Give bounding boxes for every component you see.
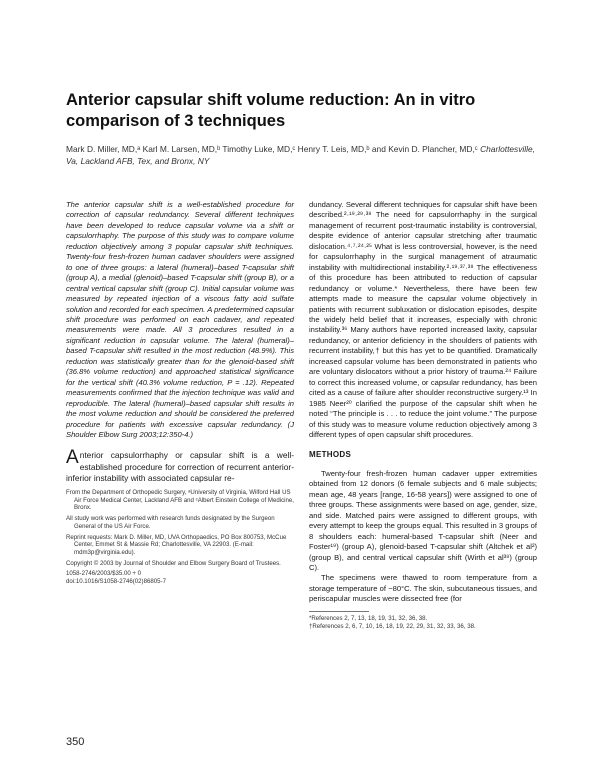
methods-heading: METHODS	[309, 450, 352, 460]
issn-note: 1058-2746/2003/$35.00 + 0	[66, 570, 142, 578]
reprint-note: Reprint requests: Mark D. Miller, MD, UVA Orthopaedics, PO Box 800753, McCue Center, Emmet St & Massie Rd; Charlottesville, VA 22903. (E-mail: mdm3p@virginia.edu).	[66, 533, 287, 556]
article-metadata	[66, 489, 294, 586]
abstract: The anterior capsular shift is a well-established procedure for correction of capsular redundancy. Several different techniques have been developed to reduce capsular volume via a shift or capsulorrhaphy. The purpose of this study was to compare volume reduction objectively among 3 popular capsular shift techniques. Twenty-four fresh-frozen human cadaver shoulders were assigned to one of three groups: a lateral (humeral)–based T-capsular shift (group A), a medial (glenoid)–based T-capsular shift (group B), or a central vertical capsular shift (group C). Initial capsular volume was measured by repeated injection of a viscous fatty acid sulfate solution and recorded for each specimen. A predetermined capsular shift procedure was performed on each cadaver, and repeated measurements were made. All 3 procedures resulted in a significant reduction in capsular volume. The lateral (humeral)–based T-capsular shift resulted in the most reduction (48.9%). This reduction was statistically greater than for the glenoid-based shift (36.8% volume reduction) and approached statistical significance for the vertical shift (40.3% volume reduction, P = .12). Repeated measurements confirmed that the injection technique was valid and reproducible. The lateral (humeral)–based capsular shift results in the most volume reduction and should be considered the preferred procedure for patients with excessive capsular redundancy. (J Shoulder Elbow Surg 2003;12:350-4.)	[66, 200, 294, 439]
copyright-note: Copyright © 2003 by Journal of Shoulder and Elbow Surgery Board of Trustees.	[66, 559, 281, 567]
right-column	[309, 200, 537, 631]
page-number: 350	[66, 736, 85, 748]
article-title: Anterior capsular shift volume reduction: An in vitro comparison of 3 techniques	[66, 91, 476, 130]
footnote: †References 2, 6, 7, 10, 16, 18, 19, 22, 29, 31, 32, 33, 36, 38.	[309, 623, 476, 631]
intro-text: nterior capsulorrhaphy or capsular shift is a well-established procedure for correction of recurrent anterior-inferior instability with associated capsular re-	[66, 450, 294, 483]
footnote: *References 2, 7, 13, 18, 19, 31, 32, 36, 38.	[309, 614, 428, 622]
intro-continuation: dundancy. Several different techniques for capsular shift have been described.²·¹⁹·²⁹·³⁸ The need for capsulorrhaphy in the surgical management of recurrent post-traumatic instability is controversial, despite evidence of anterior capsular stretching after traumatic dislocation.⁴·⁷·²⁴·²⁵ What is less controversial, however, is the need for capsulorrhaphy in the surgical management of atraumatic instability with multidirectional instability.²·¹⁹·³⁷·³⁸ The effectiveness of this procedure has been attributed to reduction of capsular redundancy or volume.* Nevertheless, there have been few attempts made to measure the capsular volume objectively in patients with recurrent subluxation or dislocation episodes, despite the widely held belief that it increases, especially with chronic instability.³⁶ Many authors have reported increased laxity, capsular redundancy, or anterior deficiency in the shoulders of patients with recurrent instability,† but this has yet to be quantified. Dramatically increased capsular volume has been demonstrated in patients who are voluntary dislocators without a prior history of trauma.²⁴ Failure to correct this increased volume, or capsular redundancy, has been cited as a cause of failure after shoulder reconstructive surgery.¹³ In 1985 Neer²⁰ clarified the purpose of the capsular shift when he noted “The principle is . . . to reduce the joint volume.” The purpose of this study was to measure volume reduction objectively among 3 different types of open capsular shift procedures.	[309, 200, 537, 439]
methods-paragraph: The specimens were thawed to room temperature from a storage temperature of −80°C. The skin, subcutaneous tissues, and periscapular muscles were dissected free (for	[309, 573, 537, 604]
footnote-divider	[309, 611, 369, 612]
doi-note: doi:10.1016/S1058-2746(02)86805-7	[66, 578, 166, 586]
author-locations: Charlottesville, Va, Lackland AFB, Tex, and Bronx, NY	[66, 144, 536, 166]
author-line	[66, 144, 546, 167]
methods-paragraph: Twenty-four fresh-frozen human cadaver upper extremities obtained from 12 donors (6 female subjects and 6 male subjects; mean age, 48 years [range, 16-58 years]) were assigned to one of three groups. These assignments were based on age, gender, size, and side. Matched pairs were assigned to different groups, with every attempt to keep the groups equal. This resulted in 3 groups of 8 shoulders each: humeral-based T-capsular shift (Neer and Foster¹⁹) (group A), glenoid-based T-capsular shift (Altchek et al²) (group B), and central vertical capsular shift (Wirth et al³⁸) (group C).	[309, 468, 537, 572]
drop-cap: A	[66, 447, 79, 469]
affiliation-note: From the Department of Orthopedic Surgery, ᵃUniversity of Virginia, Wilford Hall US Air Force Medical Center, Lackland AFB and ᶜAlbert Einstein College of Medicine, Bronx.	[66, 489, 294, 512]
intro-paragraph	[66, 447, 294, 484]
author-names: Mark D. Miller, MD,ᵃ Karl M. Larsen, MD,ᵇ Timothy Luke, MD,ᶜ Henry T. Leis, MD,ᵇ and Kevin D. Plancher, MD,ᶜ	[66, 144, 478, 154]
left-column	[66, 200, 294, 589]
funding-note: All study work was performed with research funds designated by the Surgeon General of the US Air Force.	[66, 515, 275, 530]
